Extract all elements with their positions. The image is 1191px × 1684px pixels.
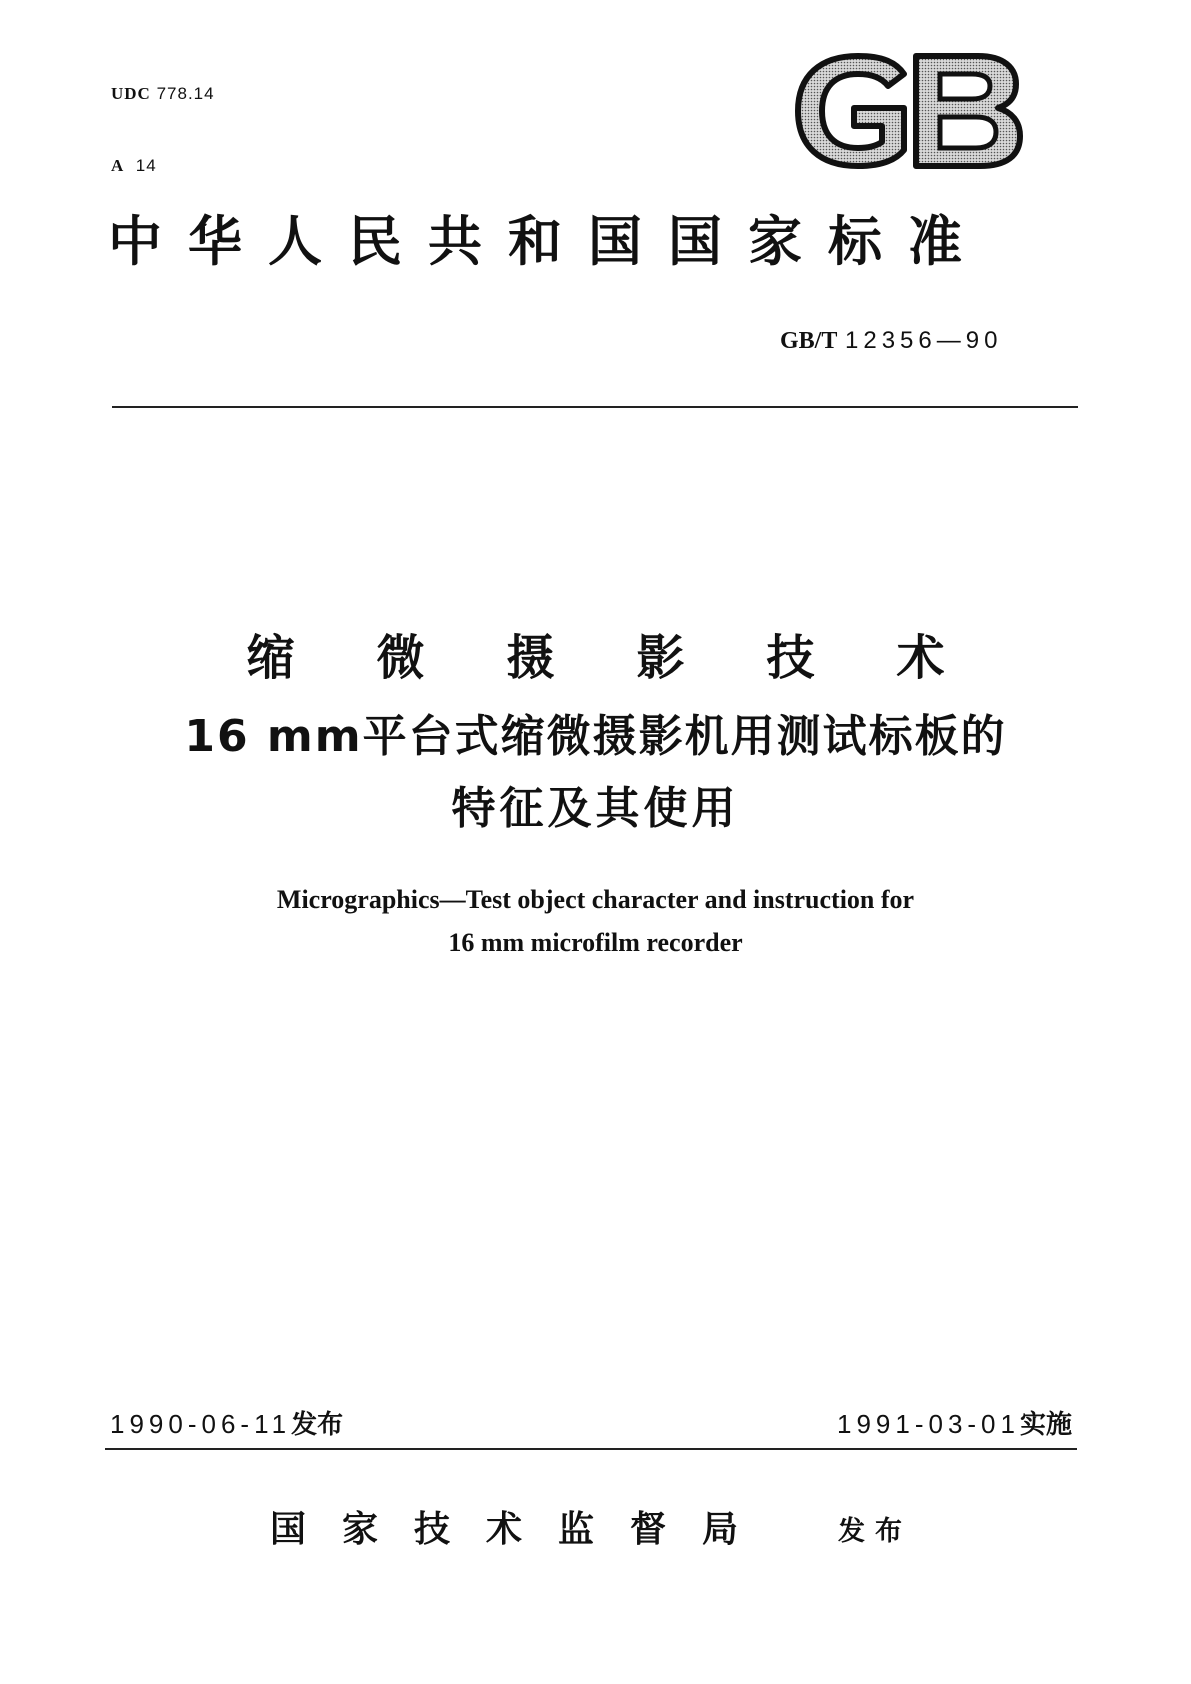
implementation-label: 实施	[1019, 1410, 1072, 1440]
issue-date-block	[110, 1407, 343, 1442]
title-line-3: 特征及其使用	[451, 783, 740, 834]
english-title-line-2: 16 mm microfilm recorder	[448, 928, 743, 957]
udc-line	[111, 82, 215, 106]
udc-label: UDC	[111, 84, 151, 103]
implementation-date: 1991-03-01	[836, 1409, 1020, 1439]
category-label: A	[111, 156, 125, 175]
category-line	[111, 154, 215, 178]
category-value: 14	[135, 156, 157, 175]
standard-number-prefix: GB/T	[780, 328, 838, 354]
implementation-date-block	[837, 1407, 1072, 1442]
issue-label: 发布	[291, 1410, 344, 1440]
title-line-2: 16 mm平台式缩微摄影机用测试标板的	[184, 711, 1007, 762]
issuer-action: 发布	[838, 1516, 912, 1547]
issuer-name: 国家技术监督局	[270, 1508, 775, 1550]
bottom-divider	[105, 1448, 1077, 1450]
english-title-line-1: Micrographics—Test object character and instruction for	[276, 885, 915, 914]
classification-block	[111, 34, 215, 202]
standard-number-value: 12356—90	[845, 327, 1003, 354]
top-divider	[112, 406, 1078, 408]
standard-number	[780, 324, 1002, 357]
title-line-1: 缩微摄影技术	[246, 630, 1027, 686]
gb-logo-icon	[792, 52, 1024, 170]
udc-value: 778.14	[156, 84, 215, 103]
standard-name: 中华人民共和国国家标准	[108, 209, 988, 273]
issue-date: 1990-06-11	[110, 1409, 292, 1439]
